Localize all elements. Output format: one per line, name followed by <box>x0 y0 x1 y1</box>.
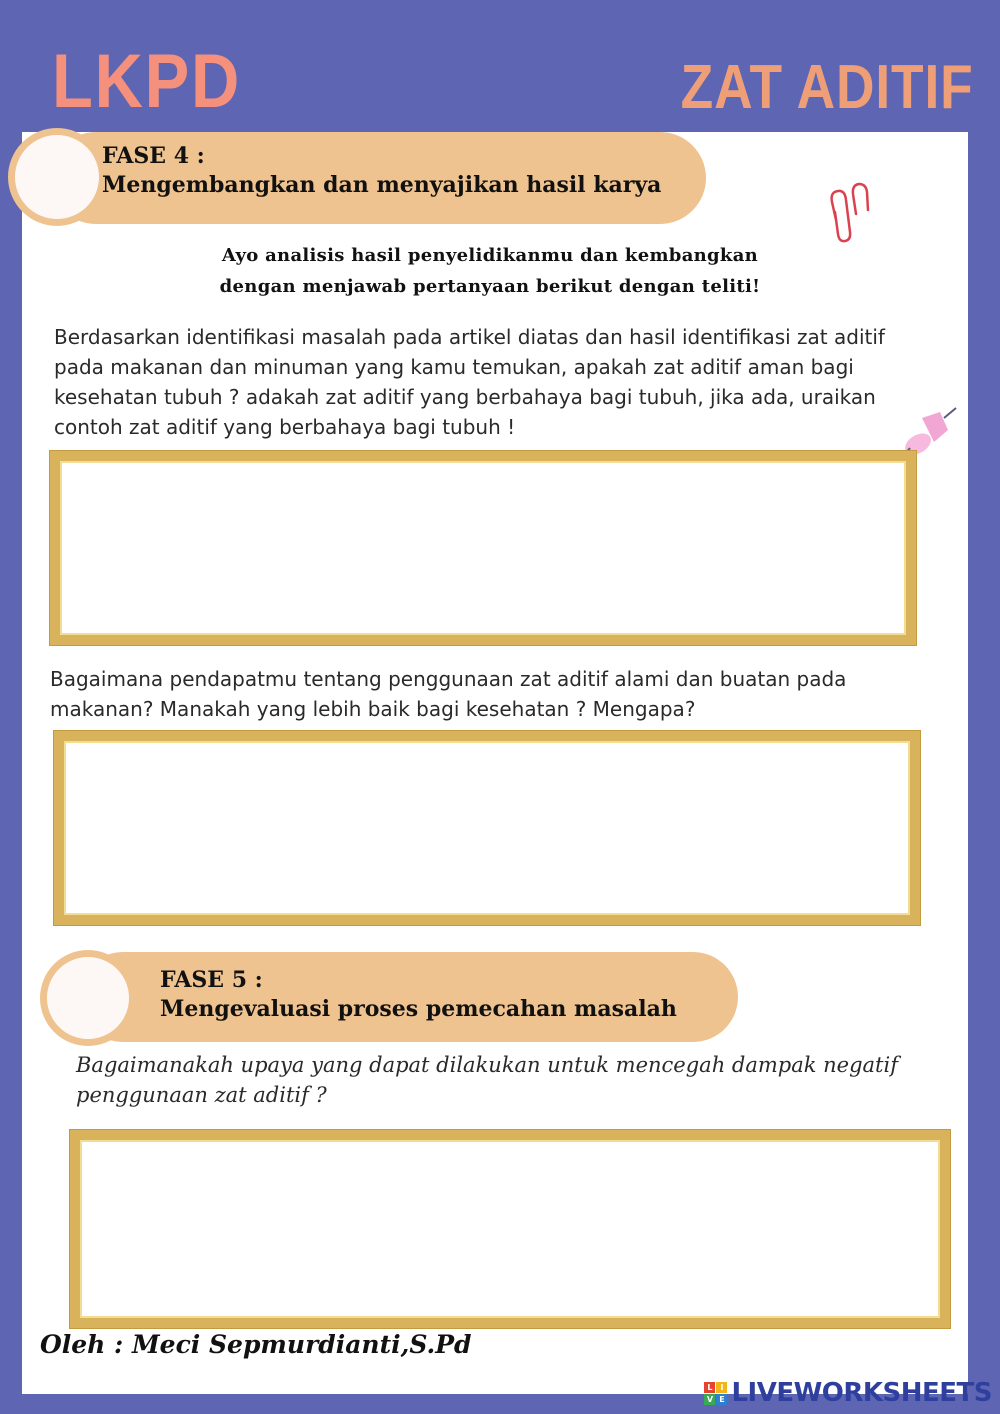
phase5-title: Mengevaluasi proses pemecahan masalah <box>160 996 677 1022</box>
question-1-line-3: kesehatan tubuh ? adakah zat aditif yang berbahaya bagi tubuh, jika ada, uraikan <box>54 385 876 409</box>
author-credit: Oleh : Meci Sepmurdianti,S.Pd <box>40 1330 472 1359</box>
phase4-label: FASE 4 : <box>102 143 205 169</box>
question-2-line-1: Bagaimana pendapatmu tentang penggunaan zat aditif alami dan buatan pada <box>50 667 847 691</box>
logo-letter-i: I <box>716 1382 727 1393</box>
question-1-line-1: Berdasarkan identifikasi masalah pada artikel diatas dan hasil identifikasi zat aditif <box>54 325 885 349</box>
liveworksheets-wordmark: LIVEWORKSHEETS <box>731 1378 992 1408</box>
phase5-label: FASE 5 : <box>160 967 263 993</box>
answer-box-1[interactable] <box>50 451 916 645</box>
phase4-heading <box>102 142 661 200</box>
phase4-title: Mengembangkan dan menyajikan hasil karya <box>102 172 662 198</box>
question-1-line-2: pada makanan dan minuman yang kamu temukan, apakah zat aditif aman bagi <box>54 355 854 379</box>
question-1-line-4: contoh zat aditif yang berbahaya bagi tubuh ! <box>54 415 516 439</box>
phase5-heading <box>160 966 677 1024</box>
question-3-line-2: penggunaan zat aditif ? <box>76 1083 327 1107</box>
liveworksheets-brand <box>704 1378 992 1408</box>
question-1 <box>54 322 885 442</box>
logo-letter-v: V <box>704 1394 715 1405</box>
logo-letter-e: E <box>716 1394 727 1405</box>
question-3-line-1: Bagaimanakah upaya yang dapat dilakukan untuk mencegah dampak negatif <box>76 1053 898 1077</box>
paperclip-icon <box>826 180 870 250</box>
question-2 <box>50 664 846 724</box>
logo-letter-l: L <box>704 1382 715 1393</box>
worksheet-label: LKPD <box>52 39 242 124</box>
answer-box-2[interactable] <box>54 731 920 925</box>
answer-box-3[interactable] <box>70 1130 950 1328</box>
topic-title: ZAT ADITIF <box>681 53 974 122</box>
phase5-circle-icon <box>40 950 136 1046</box>
phase4-circle-icon <box>8 128 106 226</box>
instruction-text <box>150 240 830 302</box>
question-2-line-2: makanan? Manakah yang lebih baik bagi kesehatan ? Mengapa? <box>50 697 696 721</box>
question-3 <box>76 1050 898 1110</box>
liveworksheets-logo-icon <box>704 1382 727 1405</box>
instruction-line-2: dengan menjawab pertanyaan berikut dengan teliti! <box>219 276 761 297</box>
instruction-line-1: Ayo analisis hasil penyelidikanmu dan kembangkan <box>221 245 759 266</box>
